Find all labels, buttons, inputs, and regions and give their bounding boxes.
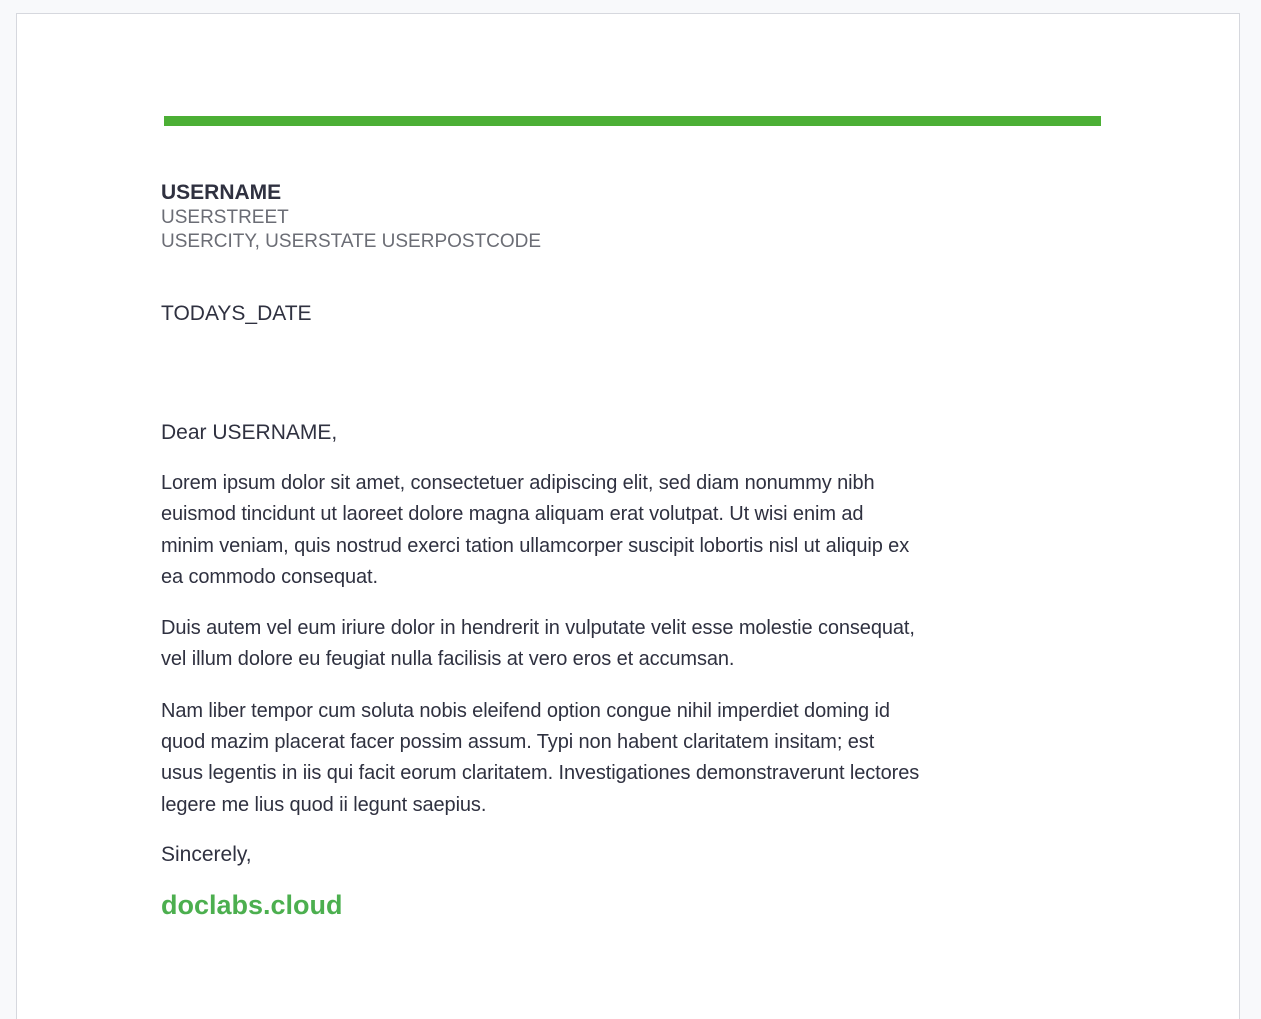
sender-name: USERNAME [161,181,282,204]
letter-page [16,13,1240,1019]
signature-brand: doclabs.cloud [161,889,343,920]
letter-date: TODAYS_DATE [161,302,312,325]
body-paragraph-2: Duis autem vel eum iriure dolor in hendrerit in vulputate velit esse molestie consequat, vel illum dolore eu feugiat nulla facilisis at vero eros et accumsan. [161,617,915,671]
sender-city-line: USERCITY, USERSTATE USERPOSTCODE [161,231,542,252]
body-paragraph-3: Nam liber tempor cum soluta nobis eleifend option congue nihil imperdiet doming id quod mazim placerat facer possim assum. Typi non habent claritatem insitam; est usus legentis in iis qui facit eorum claritatem. Investigationes demonstraverunt lectores legere me lius quod ii legunt saepius. [161,699,920,816]
body-paragraph-1: Lorem ipsum dolor sit amet, consectetuer adipiscing elit, sed diam nonummy nibh euismod tincidunt ut laoreet dolore magna aliquam erat volutpat. Ut wisi enim ad minim veniam, quis nostrud exerci tation ullamcorper suscipit lobortis nisl ut aliquip ex ea commodo consequat. [161,472,910,588]
letter-content [161,180,921,921]
sender-street: USERSTREET [161,207,289,228]
header-accent-bar [164,116,1101,126]
letter-closing: Sincerely, [161,842,252,866]
letter-greeting: Dear USERNAME, [161,421,338,444]
